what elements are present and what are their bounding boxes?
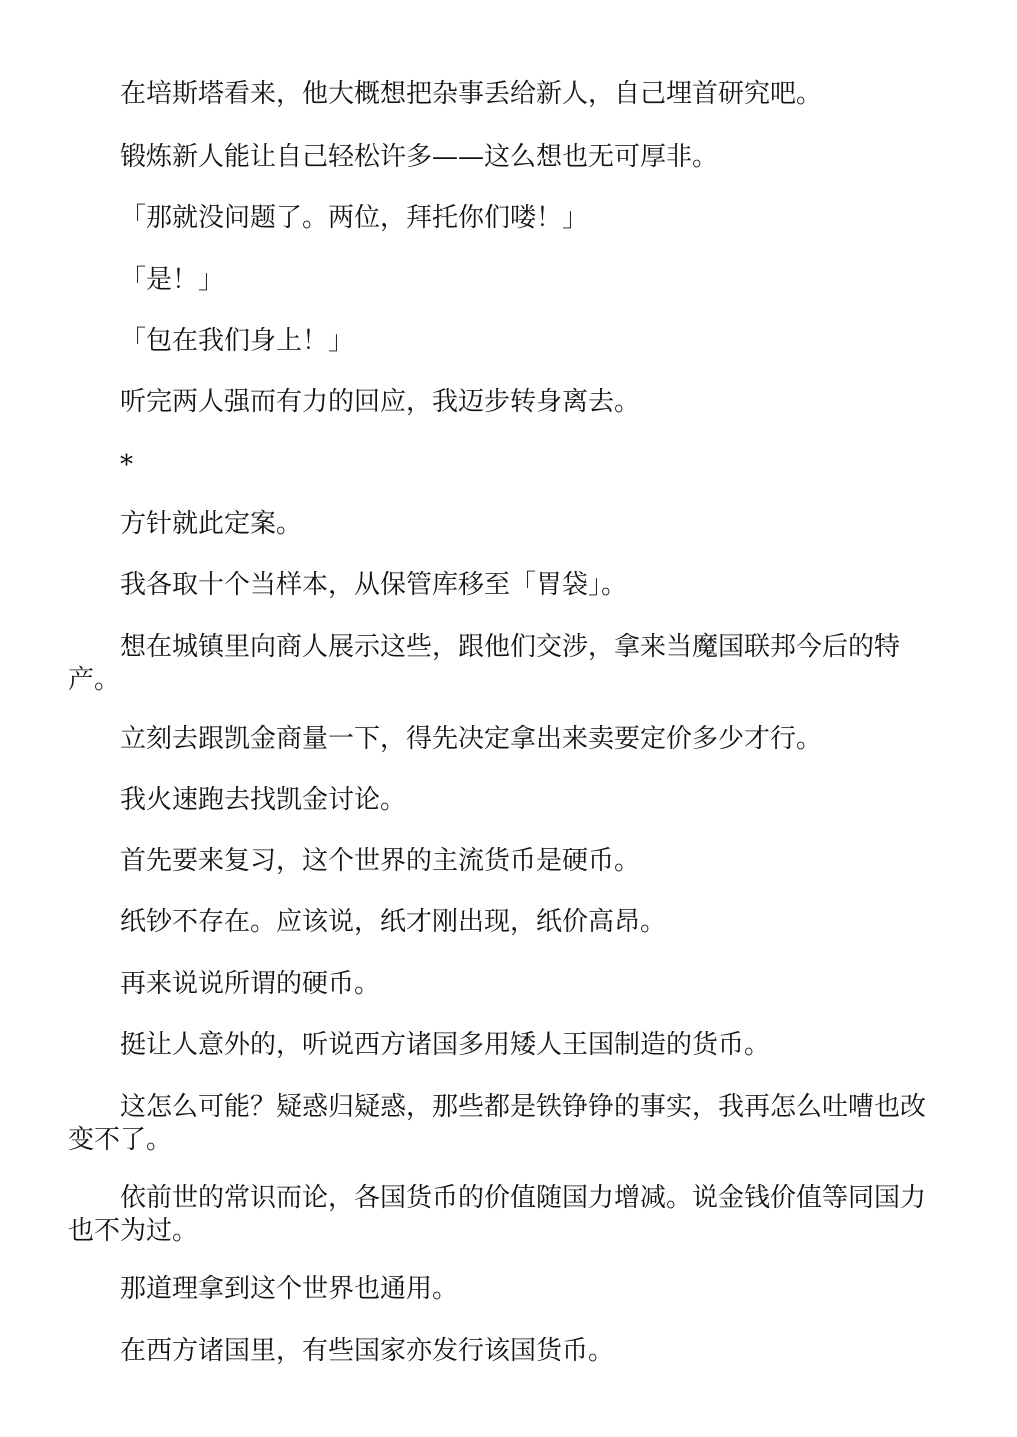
paragraph-7: 方针就此定案。 [120,509,303,539]
paragraph-18: 那道理拿到这个世界也通用。 [120,1274,459,1304]
paragraph-11: 我火速跑去找凯金讨论。 [120,785,407,815]
paragraph-13: 纸钞不存在。应该说，纸才刚出现，纸价高昂。 [120,907,667,937]
paragraph-17: 依前世的常识而论，各国货币的价值随国力增减。说金钱价值等同国力也不为过。 [68,1183,927,1246]
paragraph-19: 在西方诸国里，有些国家亦发行该国货币。 [120,1336,615,1366]
paragraph-15: 挺让人意外的，听说西方诸国多用矮人王国制造的货币。 [120,1030,771,1060]
section-divider-asterisk: * [120,450,133,480]
paragraph-3: 「那就没问题了。两位，拜托你们喽！」 [120,203,589,233]
paragraph-4: 「是！」 [120,265,225,295]
paragraph-16: 这怎么可能？疑惑归疑惑，那些都是铁铮铮的事实，我再怎么吐嘈也改变不了。 [68,1092,927,1155]
paragraph-1: 在培斯塔看来，他大概想把杂事丢给新人，自己埋首研究吧。 [120,79,823,109]
paragraph-12: 首先要来复习，这个世界的主流货币是硬币。 [120,846,641,876]
paragraph-5: 「包在我们身上！」 [120,326,355,356]
paragraph-6: 听完两人强而有力的回应，我迈步转身离去。 [120,387,641,417]
paragraph-2: 锻炼新人能让自己轻松许多——这么想也无可厚非。 [120,142,719,172]
paragraph-10: 立刻去跟凯金商量一下，得先决定拿出来卖要定价多少才行。 [120,724,823,754]
paragraph-14: 再来说说所谓的硬币。 [120,969,381,999]
paragraph-9: 想在城镇里向商人展示这些，跟他们交涉，拿来当魔国联邦今后的特产。 [68,632,901,695]
paragraph-8: 我各取十个当样本，从保管库移至「胃袋」。 [120,570,628,600]
